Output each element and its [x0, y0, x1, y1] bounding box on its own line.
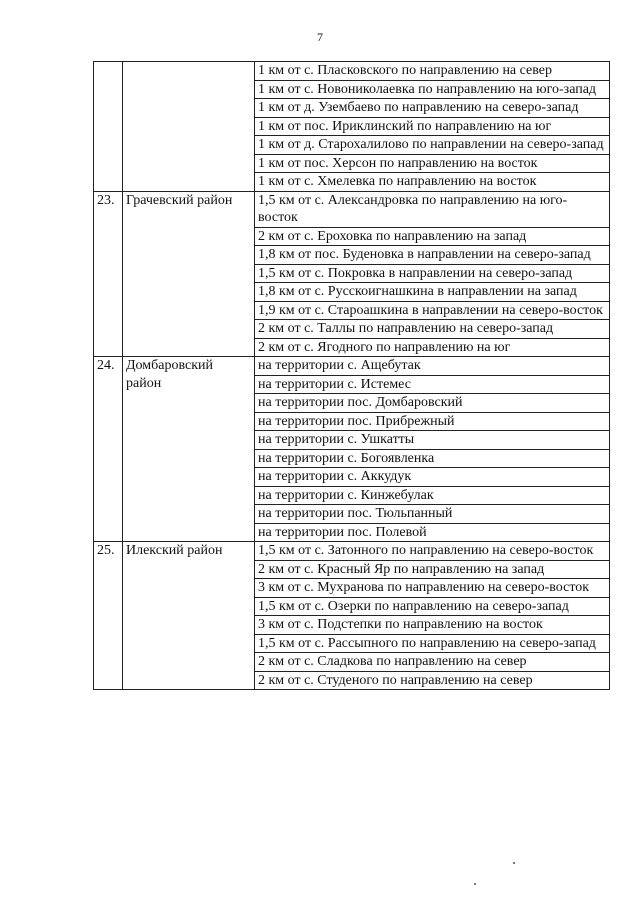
location-cell: 1 км от д. Узембаево по направлению на северо-запад	[255, 99, 610, 118]
location-cell: 1,9 км от с. Староашкина в направлении на северо-восток	[255, 301, 610, 320]
locations-table	[93, 61, 610, 690]
location-cell: на территории пос. Полевой	[255, 523, 610, 542]
location-cell: на территории с. Ушкатты	[255, 431, 610, 450]
table-row	[94, 542, 610, 561]
location-cell: 1,5 км от с. Покровка в направлении на северо-запад	[255, 264, 610, 283]
section-number: 24.	[94, 357, 123, 542]
location-cell: на территории с. Аккудук	[255, 468, 610, 487]
location-cell: 1,8 км от пос. Буденовка в направлении на северо-запад	[255, 246, 610, 265]
scan-speck	[474, 883, 476, 885]
district-name: Илекский район	[123, 542, 255, 690]
location-cell: 1,8 км от с. Русскоигнашкина в направлении на запад	[255, 283, 610, 302]
location-cell: 1,5 км от с. Александровка по направлению на юго-восток	[255, 191, 610, 227]
location-cell: на территории пос. Прибрежный	[255, 412, 610, 431]
location-cell: 2 км от с. Ероховка по направлению на запад	[255, 227, 610, 246]
location-cell: на территории пос. Тюльпанный	[255, 505, 610, 524]
location-cell: на территории с. Ащебутак	[255, 357, 610, 376]
location-cell: 1 км от с. Новониколаевка по направлению на юго-запад	[255, 80, 610, 99]
location-cell: 1,5 км от с. Затонного по направлению на северо-восток	[255, 542, 610, 561]
location-cell: 2 км от с. Студеного по направлению на север	[255, 671, 610, 690]
table-row	[94, 357, 610, 376]
scan-speck	[513, 862, 515, 864]
location-cell: 1,5 км от с. Озерки по направлению на северо-запад	[255, 597, 610, 616]
section-number: 23.	[94, 191, 123, 357]
district-name: Грачевский район	[123, 191, 255, 357]
table-row	[94, 62, 610, 81]
district-name	[123, 62, 255, 192]
page-number: 7	[317, 30, 323, 44]
location-cell: 1,5 км от с. Рассыпного по направлению на северо-запад	[255, 634, 610, 653]
district-name: Домбаровский район	[123, 357, 255, 542]
location-cell: 2 км от с. Сладкова по направлению на север	[255, 653, 610, 672]
location-cell: 1 км от пос. Херсон по направлению на восток	[255, 154, 610, 173]
location-cell: 3 км от с. Подстепки по направлению на восток	[255, 616, 610, 635]
table-row	[94, 191, 610, 227]
section-number	[94, 62, 123, 192]
location-cell: 1 км от пос. Ириклинский по направлению на юг	[255, 117, 610, 136]
location-cell: 1 км от с. Хмелевка по направлению на восток	[255, 173, 610, 192]
location-cell: 3 км от с. Мухранова по направлению на северо-восток	[255, 579, 610, 598]
location-cell: 2 км от с. Таллы по направлению на северо-запад	[255, 320, 610, 339]
section-number: 25.	[94, 542, 123, 690]
location-cell: на территории пос. Домбаровский	[255, 394, 610, 413]
locations-table-body	[94, 62, 610, 690]
location-cell: 2 км от с. Ягодного по направлению на юг	[255, 338, 610, 357]
location-cell: на территории с. Богоявленка	[255, 449, 610, 468]
location-cell: 1 км от с. Пласковского по направлению на север	[255, 62, 610, 81]
location-cell: 1 км от д. Старохалилово по направлении на северо-запад	[255, 136, 610, 155]
location-cell: на территории с. Истемес	[255, 375, 610, 394]
location-cell: 2 км от с. Красный Яр по направлению на запад	[255, 560, 610, 579]
location-cell: на территории с. Кинжебулак	[255, 486, 610, 505]
